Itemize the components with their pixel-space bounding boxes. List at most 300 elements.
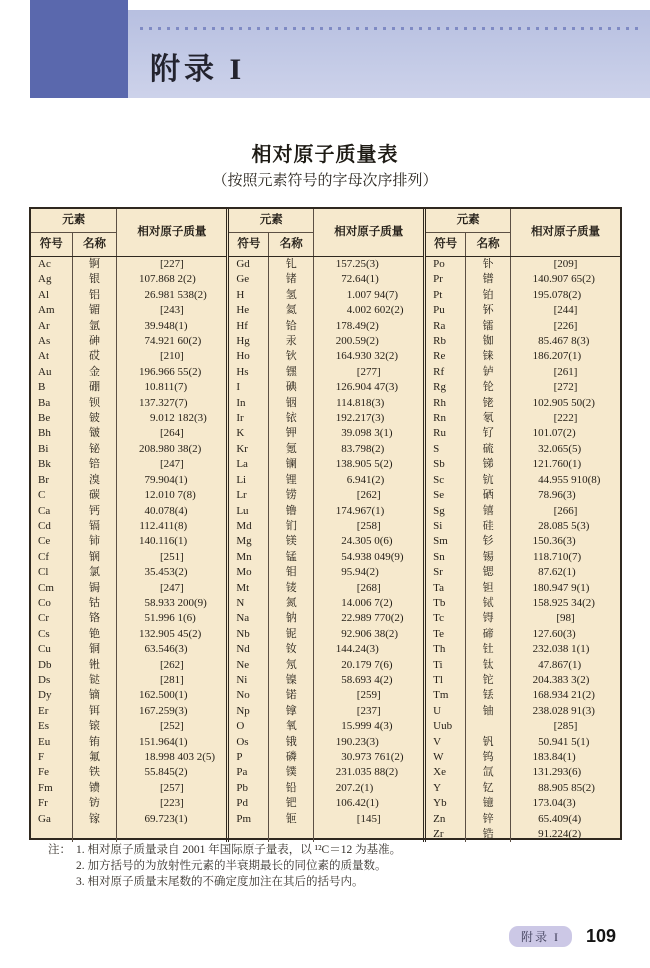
element-symbol: V [425,735,466,750]
element-name: 锘 [269,688,314,703]
element-row [228,257,423,273]
element-mass: 6 .941(2) [346,473,385,486]
element-name: 铯 [72,627,117,642]
element-name: 镄 [72,781,117,796]
element-symbol: Mt [228,581,269,596]
element-mass: 78 .96(3) [538,489,576,502]
element-mass: 26 .981 538(2) [144,288,207,301]
element-row [228,704,423,719]
element-mass: [223] [159,797,184,810]
element-mass: [281] [159,673,184,686]
element-symbol: F [31,750,72,765]
element-symbol: Cm [31,581,72,596]
element-row [31,812,226,827]
element-name: 铱 [269,411,314,426]
header-element: 元素 [425,209,511,233]
element-symbol: Au [31,365,72,380]
element-name: 铂 [466,288,511,303]
element-mass: [247] [159,581,184,594]
element-symbol: Tl [425,673,466,688]
element-name: 硒 [466,488,511,503]
note-line: 1. 相对原子质量录自 2001 年国际原子量表，以 ¹²C＝12 为基准。 [76,844,402,856]
element-name: 鿏 [269,581,314,596]
element-symbol: Zn [425,812,466,827]
element-name: 钚 [466,303,511,318]
header-mass: 相对原子质量 [314,209,423,257]
element-name: 铈 [72,534,117,549]
element-name: 钒 [466,735,511,750]
element-symbol: Nb [228,627,269,642]
element-symbol: No [228,688,269,703]
element-row [228,272,423,287]
element-row [31,411,226,426]
element-symbol: Tm [425,688,466,703]
element-symbol: Pb [228,781,269,796]
element-symbol: H [228,288,269,303]
element-symbol: Re [425,349,466,364]
element-symbol: Os [228,735,269,750]
element-row [31,488,226,503]
element-mass: 101 .07(2) [532,427,576,440]
element-row [228,765,423,780]
element-name: 镅 [72,303,117,318]
element-name: 锝 [466,611,511,626]
element-symbol: Ge [228,272,269,287]
element-mass: 162 .500(1) [138,689,188,702]
element-mass: 22 .989 770(2) [341,612,404,625]
element-mass: 168 .934 21(2) [532,689,595,702]
element-symbol: Rb [425,334,466,349]
element-row [425,565,620,580]
element-row [425,796,620,811]
element-name: 镓 [72,812,117,827]
element-row [228,396,423,411]
table-notes [48,842,608,890]
element-mass: 47 .867(1) [538,658,582,671]
element-symbol: Po [425,257,466,273]
element-name: 锶 [466,565,511,580]
element-symbol: Si [425,519,466,534]
element-symbol: Pr [425,272,466,287]
element-mass: 231 .035 88(2) [335,766,399,779]
element-row [31,365,226,380]
element-row [228,473,423,488]
element-symbol: Te [425,627,466,642]
element-row [31,380,226,395]
element-symbol: At [31,349,72,364]
element-row [425,596,620,611]
element-mass: 140 .907 65(2) [532,273,595,286]
element-mass: 55 .845(2) [144,766,188,779]
element-mass: 85 .467 8(3) [538,335,590,348]
element-symbol: O [228,719,269,734]
element-symbol: P [228,750,269,765]
element-name: 铅 [269,781,314,796]
element-mass: 88 .905 85(2) [538,781,595,794]
element-mass: [262] [159,658,184,671]
element-row [228,426,423,441]
element-name: 𬭛 [72,426,117,441]
element-mass: 28 .085 5(3) [538,519,590,532]
element-symbol: Xe [425,765,466,780]
element-symbol: Lr [228,488,269,503]
element-name: 锿 [72,719,117,734]
element-name: 𫟼 [72,673,117,688]
element-name: 硼 [72,380,117,395]
element-row [425,550,620,565]
element-mass: [252] [159,720,184,733]
element-row [425,380,620,395]
element-name: 锫 [72,457,117,472]
element-mass: 207 .2(1) [335,781,374,794]
page-number: 109 [585,926,616,946]
element-mass: 58 .933 200(9) [144,596,207,609]
element-name: 铍 [72,411,117,426]
element-symbol: Al [31,288,72,303]
element-name: 钪 [466,473,511,488]
element-row [425,704,620,719]
element-symbol: Y [425,781,466,796]
element-mass: [243] [159,304,184,317]
element-mass: 83 .798(2) [341,442,385,455]
element-mass: [268] [356,581,381,594]
element-symbol: Ti [425,658,466,673]
element-symbol: Tc [425,611,466,626]
element-row [31,534,226,549]
element-mass: 208 .980 38(2) [138,442,202,455]
element-row [425,827,620,842]
element-name: 镎 [269,704,314,719]
element-symbol: Cf [31,550,72,565]
element-name: 钋 [466,257,511,273]
element-row [425,581,620,596]
element-row [31,750,226,765]
element-name: 铑 [466,396,511,411]
element-row [425,365,620,380]
element-mass: 114 .818(3) [336,396,385,409]
note-line: 2. 加方括号的为放射性元素的半衰期最长的同位素的质量数。 [76,860,387,872]
element-mass: 121 .760(1) [532,458,582,471]
element-row [228,504,423,519]
filler-row [31,827,226,842]
element-symbol: Ag [31,272,72,287]
element-mass: 186 .207(1) [532,350,582,363]
element-row [425,719,620,734]
element-symbol: Es [31,719,72,734]
element-row [31,719,226,734]
element-name: 氪 [269,442,314,457]
header-element: 元素 [228,209,314,233]
element-symbol: Lu [228,504,269,519]
element-name: 钽 [466,581,511,596]
table-group [31,209,226,842]
element-row [31,581,226,596]
element-row [228,488,423,503]
element-row [425,688,620,703]
element-name: 铀 [466,704,511,719]
element-symbol: Sn [425,550,466,565]
element-mass: 106 .42(1) [335,797,379,810]
element-mass: 20 .179 7(6) [341,658,393,671]
element-mass: 204 .383 3(2) [532,673,590,686]
element-name: 氢 [269,288,314,303]
element-mass: [261] [553,365,578,378]
element-row [425,442,620,457]
element-row [31,442,226,457]
element-mass: 24 .305 0(6) [341,535,393,548]
element-symbol: Sr [425,565,466,580]
element-symbol: Sb [425,457,466,472]
element-mass: 173 .04(3) [532,797,576,810]
element-symbol: Ir [228,411,269,426]
element-name: 溴 [72,473,117,488]
element-symbol: Cu [31,642,72,657]
element-symbol: Np [228,704,269,719]
element-name: 钐 [466,534,511,549]
element-name: 锔 [72,581,117,596]
header-name: 名称 [269,233,314,257]
element-mass: 196 .966 55(2) [138,365,202,378]
header-element: 元素 [31,209,117,233]
element-name: 锕 [72,257,117,273]
element-name: 铁 [72,765,117,780]
table-group [423,209,620,842]
element-symbol: Er [31,704,72,719]
element-name: 钬 [269,349,314,364]
element-row [425,735,620,750]
element-row [31,303,226,318]
element-name: 钯 [269,796,314,811]
element-row [425,504,620,519]
element-row [31,627,226,642]
header-band-accent-block [30,0,128,98]
element-name: 氧 [269,719,314,734]
element-mass: 54 .938 049(9) [341,550,404,563]
element-name: 磷 [269,750,314,765]
element-name: 镍 [269,673,314,688]
element-mass: 190 .23(3) [335,735,379,748]
element-name: 氩 [72,319,117,334]
element-symbol: Sm [425,534,466,549]
element-name: 钴 [72,596,117,611]
element-name: 铼 [466,349,511,364]
element-name: 钨 [466,750,511,765]
element-name: 钕 [269,642,314,657]
element-row [228,796,423,811]
element-name: 钇 [466,781,511,796]
element-row [31,426,226,441]
element-mass: 87 .62(1) [538,566,576,579]
element-symbol: Fe [31,765,72,780]
element-mass: 174 .967(1) [335,504,385,517]
filler-row [228,827,423,842]
element-name: 汞 [269,334,314,349]
element-row [425,257,620,273]
element-row [425,781,620,796]
element-row [228,658,423,673]
element-mass: 18 .998 403 2(5) [144,751,216,763]
element-row [31,272,226,287]
element-mass: 232 .038 1(1) [532,643,590,656]
element-mass: [257] [159,781,184,794]
element-symbol: Zr [425,827,466,842]
element-row [228,673,423,688]
element-row [31,796,226,811]
element-row [31,765,226,780]
element-symbol: Bh [31,426,72,441]
element-row [425,488,620,503]
element-symbol: Fr [31,796,72,811]
element-name: 碳 [72,488,117,503]
element-symbol: Na [228,611,269,626]
element-name: 铊 [466,673,511,688]
element-mass: 39 .098 3(1) [341,427,393,440]
element-row [425,411,620,426]
element-row [31,550,226,565]
element-symbol: Sg [425,504,466,519]
element-mass: 238 .028 91(3) [532,704,595,717]
element-name: 锰 [269,550,314,565]
element-symbol: I [228,380,269,395]
element-name: 铕 [72,735,117,750]
element-symbol: Rn [425,411,466,426]
footer-section-pill: 附录 I [509,926,572,947]
element-mass: 39 .948(1) [144,319,188,332]
element-row [31,396,226,411]
element-name: 氡 [466,411,511,426]
element-symbol: Cl [31,565,72,580]
element-name: 钾 [269,426,314,441]
header-symbol: 符号 [31,233,72,257]
element-name: 锆 [466,827,511,842]
element-row [228,627,423,642]
element-row [425,288,620,303]
element-name: 氖 [269,658,314,673]
element-symbol: As [31,334,72,349]
element-row [228,735,423,750]
element-mass: 107 .868 2(2) [138,273,196,286]
element-mass: 69 .723(1) [144,812,188,825]
element-mass: [227] [159,258,184,270]
element-symbol: Cd [31,519,72,534]
element-symbol: Fm [31,781,72,796]
element-row [31,735,226,750]
element-name: 钡 [72,396,117,411]
element-row [425,473,620,488]
element-name: 钷 [269,812,314,827]
element-name: 镱 [466,796,511,811]
element-mass: 32 .065(5) [538,442,582,455]
element-row [228,812,423,827]
element-symbol: Dy [31,688,72,703]
element-name: 锑 [466,457,511,472]
element-symbol: Rf [425,365,466,380]
element-symbol: Pt [425,288,466,303]
element-symbol: Gd [228,257,269,273]
element-symbol: Pd [228,796,269,811]
element-name: 锎 [72,550,117,565]
element-mass: [210] [159,350,184,363]
element-symbol: Mg [228,534,269,549]
element-row [425,627,620,642]
element-mass: 180 .947 9(1) [532,581,590,594]
element-mass: 126 .904 47(3) [335,381,399,394]
element-name: 氯 [72,565,117,580]
element-symbol: Pa [228,765,269,780]
element-row [425,534,620,549]
element-symbol: N [228,596,269,611]
element-symbol: Ne [228,658,269,673]
element-name: 钔 [269,519,314,534]
element-symbol: Bk [31,457,72,472]
element-row [425,611,620,626]
element-symbol: Db [31,658,72,673]
element-row [31,611,226,626]
element-name: 硫 [466,442,511,457]
element-mass: [226] [553,319,578,332]
element-mass: 14 .006 7(2) [341,596,393,609]
element-name: 锗 [269,272,314,287]
element-mass: [259] [356,689,381,702]
element-row [31,319,226,334]
element-row [31,565,226,580]
element-symbol: Eu [31,735,72,750]
element-mass: [244] [553,304,578,317]
element-symbol: Ho [228,349,269,364]
element-mass: 79 .904(1) [144,473,188,486]
element-name: 𬭶 [269,365,314,380]
element-symbol: C [31,488,72,503]
element-row [425,457,620,472]
element-row [228,534,423,549]
header-name: 名称 [466,233,511,257]
element-mass: 92 .906 38(2) [341,627,399,640]
element-row [228,611,423,626]
element-mass: [251] [159,550,184,563]
element-row [228,565,423,580]
element-symbol: Cr [31,611,72,626]
element-row [228,319,423,334]
element-name: 𬬭 [466,380,511,395]
element-symbol: Ba [31,396,72,411]
header-symbol: 符号 [228,233,269,257]
element-row [425,319,620,334]
element-row [31,257,226,273]
page-footer [509,926,616,947]
element-row [425,812,620,827]
element-mass: 51 .996 1(6) [144,612,196,625]
element-mass: 12 .010 7(8) [144,489,196,502]
element-mass: 164 .930 32(2) [335,350,399,363]
element-name: 镝 [72,688,117,703]
element-symbol: Pu [425,303,466,318]
element-symbol: Be [31,411,72,426]
element-row [31,504,226,519]
element-name: 𬭳 [466,504,511,519]
element-symbol: Hg [228,334,269,349]
element-symbol: Rg [425,380,466,395]
element-symbol: Ac [31,257,72,273]
element-row [31,349,226,364]
element-row [228,457,423,472]
header-symbol: 符号 [425,233,466,257]
header-mass: 相对原子质量 [117,209,226,257]
header-dotted-rule [140,27,640,30]
element-mass: 10 .811(7) [144,381,188,394]
element-symbol: Bi [31,442,72,457]
element-row [228,349,423,364]
element-mass: 157 .25(3) [335,258,379,270]
